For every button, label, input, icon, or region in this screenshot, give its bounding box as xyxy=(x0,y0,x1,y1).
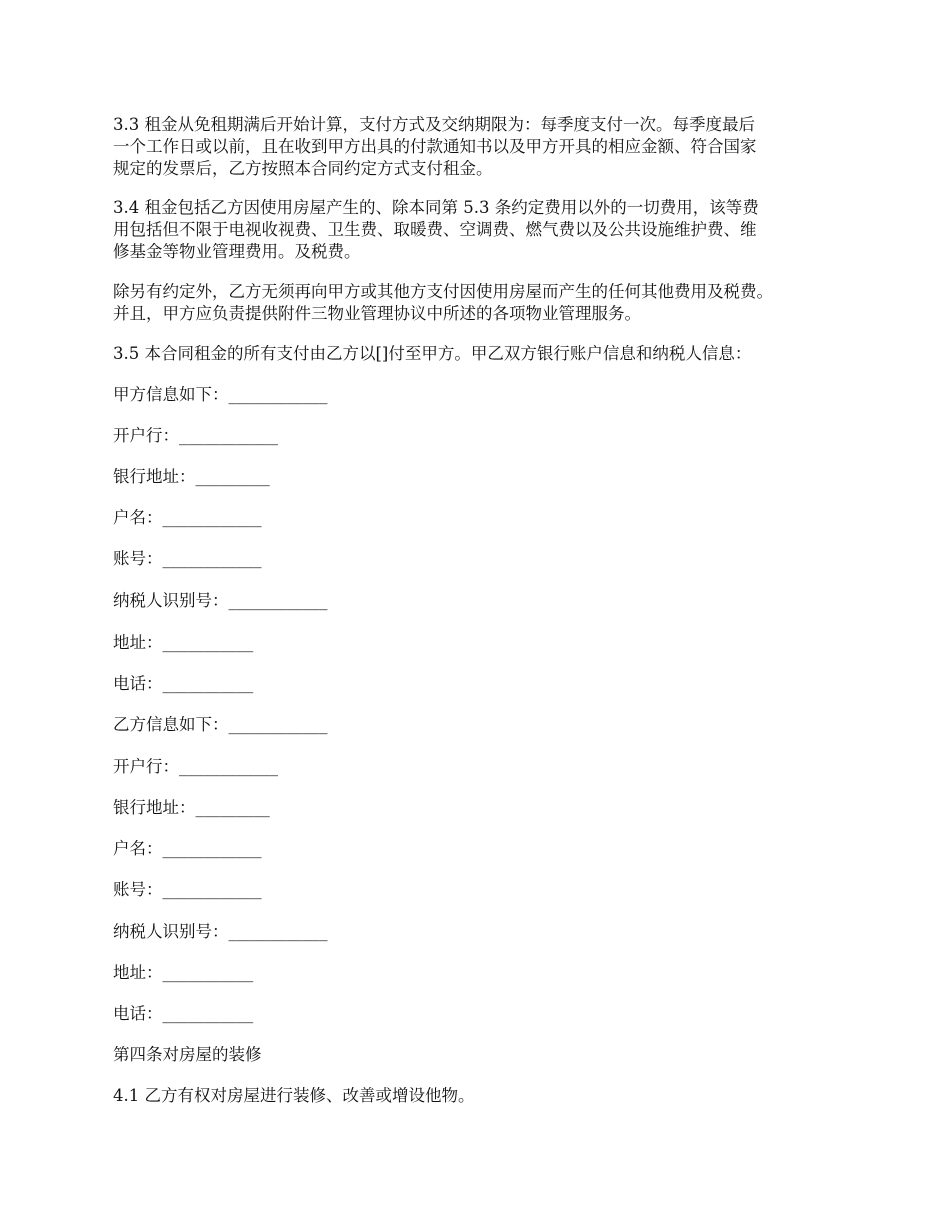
section-4-title: 第四条对房屋的装修 xyxy=(113,1045,262,1064)
party-b-heading: 乙方信息如下：____________ xyxy=(113,715,328,734)
party-a-bank-field: 开户行：____________ xyxy=(113,426,278,445)
party-b-account-name-field: 户名：____________ xyxy=(113,839,262,858)
party-b-bank-field: 开户行：____________ xyxy=(113,757,278,776)
paragraph-3-4-line-1: 3.4 租金包括乙方因使用房屋产生的、除本同第 5.3 条约定费用以外的一切费用，该等费 xyxy=(113,198,759,217)
party-b-account-number-field: 账号：____________ xyxy=(113,880,262,899)
paragraph-3-4-line-2: 用包括但不限于电视收视费、卫生费、取暖费、空调费、燃气费以及公共设施维护费、维 xyxy=(113,220,757,239)
party-b-taxpayer-id-field: 纳税人识别号：____________ xyxy=(113,922,328,941)
party-a-bank-address-field: 银行地址：_________ xyxy=(113,467,270,486)
paragraph-3-5-line-1: 3.5 本合同租金的所有支付由乙方以[]付至甲方。甲乙双方银行账户信息和纳税人信息： xyxy=(113,344,752,363)
party-a-address-field: 地址：___________ xyxy=(113,633,254,652)
party-a-account-name-field: 户名：____________ xyxy=(113,508,262,527)
party-a-account-number-field: 账号：____________ xyxy=(113,549,262,568)
clause-4-1: 4.1 乙方有权对房屋进行装修、改善或增设他物。 xyxy=(113,1086,475,1105)
party-a-phone-field: 电话：___________ xyxy=(113,674,254,693)
paragraph-fees-line-1: 除另有约定外，乙方无须再向甲方或其他方支付因使用房屋而产生的任何其他费用及税费。 xyxy=(113,282,773,301)
party-b-address-field: 地址：___________ xyxy=(113,963,254,982)
paragraph-3-3-line-3: 规定的发票后，乙方按照本合同约定方式支付租金。 xyxy=(113,159,493,178)
party-b-phone-field: 电话：___________ xyxy=(113,1004,254,1023)
paragraph-fees-line-2: 并且，甲方应负责提供附件三物业管理协议中所述的各项物业管理服务。 xyxy=(113,304,641,323)
party-a-taxpayer-id-field: 纳税人识别号：____________ xyxy=(113,591,328,610)
party-b-bank-address-field: 银行地址：_________ xyxy=(113,798,270,817)
paragraph-3-3-line-2: 一个工作日或以前，且在收到甲方出具的付款通知书以及甲方开具的相应金额、符合国家 xyxy=(113,137,757,156)
paragraph-3-4-line-3: 修基金等物业管理费用。及税费。 xyxy=(113,242,361,261)
party-a-heading: 甲方信息如下：____________ xyxy=(113,385,328,404)
paragraph-3-3-line-1: 3.3 租金从免租期满后开始计算，支付方式及交纳期限为：每季度支付一次。每季度最后 xyxy=(113,115,755,134)
